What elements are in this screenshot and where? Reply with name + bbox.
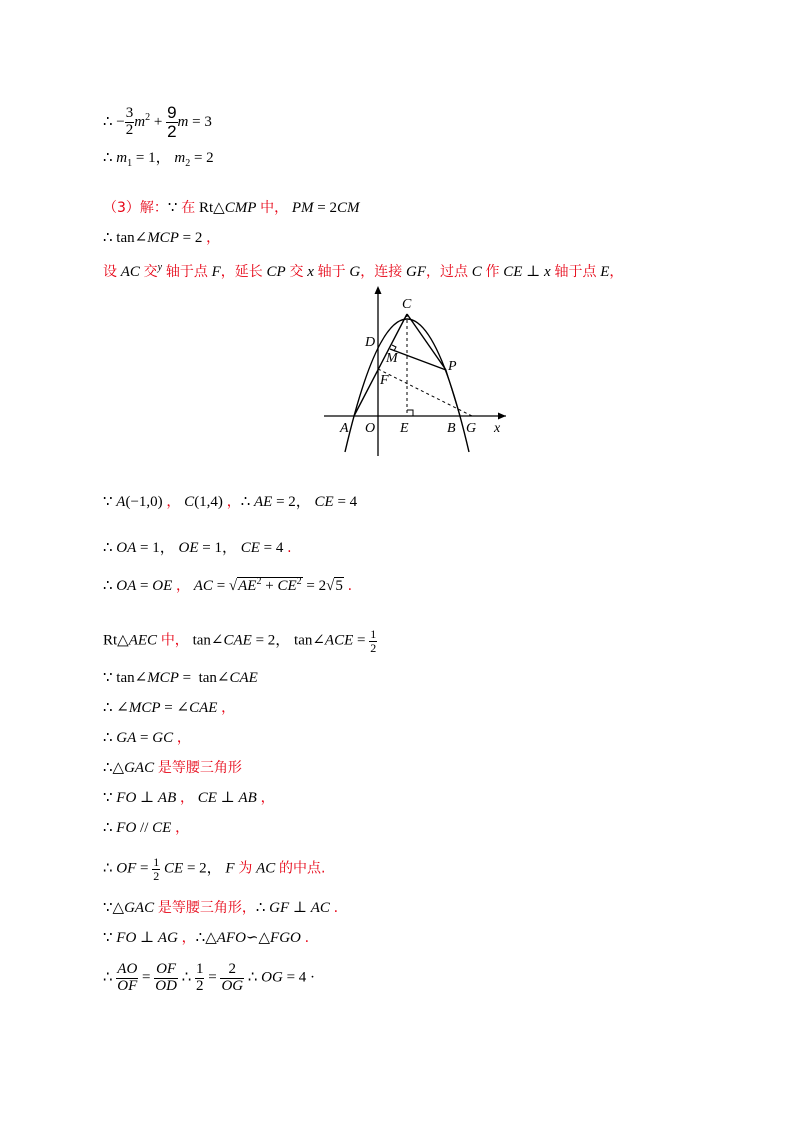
line-2: ∴ $m_1 = 1$， $m_2 = 2$: [103, 150, 214, 169]
x-axis-arrow: [498, 413, 506, 420]
line-19: ∴ $\frac{AO}{OF}$ = $\frac{OF}{OD}$ ∴ $\frac{1}{2}$ = $\frac{2}{OG}$ ∴ OG = 4 ·: [103, 961, 316, 994]
line-5: 设 AC 交$^y$ 轴于点 F，延长 CP 交 x 轴于 G，连接 GF，过点 C 作 CE ⊥ x 轴于点 E，: [103, 262, 624, 280]
label-M: M: [386, 351, 398, 366]
line-6: ∵ A(−1,0) ， C(1,4) ，∴ AE = 2， CE = 4: [103, 494, 358, 510]
label-E: E: [400, 421, 409, 436]
line-17: ∵△GAC 是等腰三角形，∴ GF ⊥ AC .: [103, 900, 339, 916]
line-12: ∴ GA = GC ，: [103, 730, 191, 746]
label-D: D: [365, 335, 376, 350]
y-axis-arrow: [375, 286, 382, 294]
parabola-figure: [320, 282, 510, 462]
line-8: ∴ OA = OE ， AC = $√AE^2 + CE^2 = 2√5$ .: [103, 576, 353, 594]
line-13: ∴△GAC 是等腰三角形: [103, 760, 242, 776]
line-16: ∴ OF = $\frac{1}{2}$ CE = 2， F 为 AC 的中点.: [103, 855, 326, 883]
label-O: O: [365, 421, 376, 436]
label-F: F: [380, 373, 389, 388]
label-x: x: [494, 421, 501, 436]
line-7: ∴ OA = 1， OE = 1， CE = 4 .: [103, 540, 292, 556]
line-4: ∴ tan∠MCP = 2 ，: [103, 230, 221, 246]
right-angle-E: [407, 410, 413, 416]
segment-PG: [446, 370, 460, 416]
line-1: ∴ − $\frac{3}{2}$ $m^2$ + $\frac{9}{2}$ m = 3: [103, 103, 212, 141]
label-A: A: [340, 421, 349, 436]
label-B: B: [447, 421, 456, 436]
line-15: ∴ FO // CE ，: [103, 820, 190, 836]
label-C: C: [402, 297, 412, 312]
line-3: （3）解：∵ 在 Rt△CMP 中， PM = 2CM: [103, 200, 360, 216]
segment-AC: [354, 314, 407, 416]
label-P: P: [448, 359, 457, 374]
segment-CP: [407, 314, 446, 370]
line-18: ∵ FO ⊥ AG ，∴△AFO∽△FGO .: [103, 930, 310, 946]
line-14: ∵ FO ⊥ AB ， CE ⊥ AB ，: [103, 790, 275, 806]
label-G: G: [466, 421, 477, 436]
line-11: ∴ ∠MCP = ∠CAE ，: [103, 700, 236, 716]
line-10: ∵ tan∠MCP = tan∠CAE: [103, 670, 258, 686]
line-9: Rt△AEC 中， tan∠CAE = 2， tan∠ACE = $\frac{1}{2}$: [103, 627, 377, 655]
